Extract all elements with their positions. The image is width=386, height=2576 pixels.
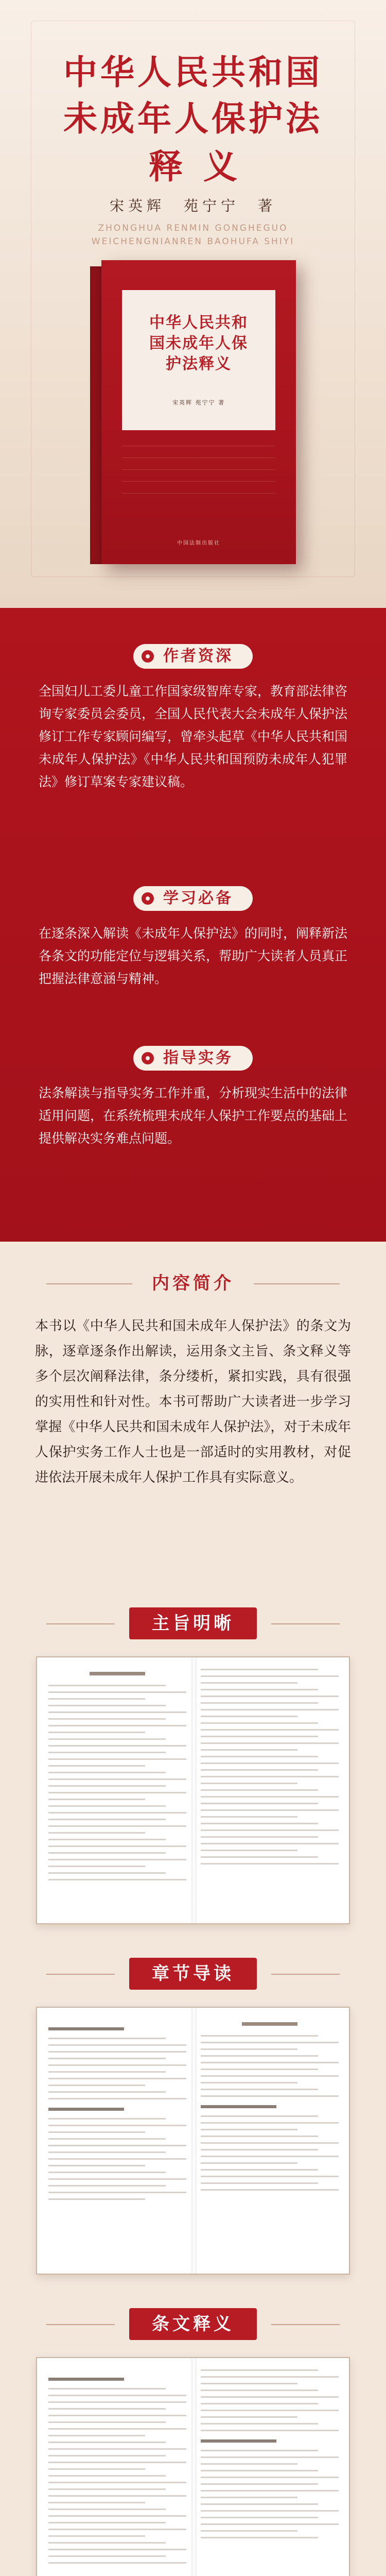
book-cover-image [90,260,296,569]
bullet-icon [142,1052,154,1064]
feature-label: 指导实务 [133,1046,253,1071]
feature-band [0,608,386,1242]
section-title: 主旨明晰 [129,1607,257,1639]
article-section [0,2308,386,2340]
bullet-icon [142,892,154,905]
feature-practice [0,1046,386,1150]
cover-label-panel [122,290,275,430]
section-header [0,1958,386,1990]
cover-pattern [122,446,275,518]
toc-preview-image [36,1656,350,1924]
feature-author [0,644,386,793]
section-header [0,1267,386,1299]
title-pinyin [0,222,386,248]
section-header [0,1607,386,1639]
title-line-3: 释义 [149,146,258,187]
section-title: 内容简介 [152,1273,234,1294]
intro-section [0,1267,386,1299]
section-header [0,2308,386,2340]
section-title: 条文释义 [129,2308,257,2340]
feature-text: 法条解读与指导实务工作并重，分析现实生活中的法律适用问题，在系统梳理未成年人保护工作要点的基础上提供解决实务难点问题。 [39,1086,348,1146]
cover-publisher: 中国法制出版社 [177,540,220,546]
title-line-1: 中华人民共和国 [63,52,323,92]
feature-study [0,886,386,990]
feature-label: 学习必备 [133,886,253,911]
pinyin-line-2: WEICHENGNIANREN BAOHUFA SHIYI [91,236,295,247]
chapter-preview-image [36,2007,350,2275]
title-line-2: 未成年人保护法 [63,98,323,139]
cover-author: 宋英辉 苑宁宁 著 [172,399,225,406]
feature-text: 全国妇儿工委儿童工作国家级智库专家，教育部法律咨询专家委员会委员，全国人民代表大会未成年人保护法修订工作专家顾问编写，曾牵头起草《中华人民共和国未成年人保护法》《中华人民共和国预防未成年人犯罪法》修订草案专家建议稿。 [39,684,348,789]
chapter-guide-section [0,1958,386,1990]
pinyin-line-1: ZHONGHUA RENMIN GONGHEGUO [98,223,288,233]
toc-section [0,1607,386,1639]
cover-title: 中华人民共和国未成年人保护法释义 [149,314,248,373]
hero-banner [0,0,386,608]
feature-label: 作者资深 [133,644,253,669]
book-title [0,49,386,191]
bullet-icon [142,650,154,663]
intro-text: 本书以《中华人民共和国未成年人保护法》的条文为脉，逐章逐条作出解读，运用条文主旨、条文释义等多个层次阐释法律，条分缕析，紧扣实践，具有很强的实用性和针对性。本书可帮助广大读者进一步学习掌握《中华人民共和国未成年人保护法》，对于未成年人保护实务工作人士也是一部适时的实用教材，对促进依法开展未成年人保护工作具有实际意义。 [35,1318,351,1485]
section-title: 章节导读 [129,1958,257,1990]
feature-text: 在逐条深入解读《未成年人保护法》的同时，阐释新法各条文的功能定位与逻辑关系，帮助广大读者人员真正把握法律意涵与精神。 [39,926,348,986]
book-front-cover [101,260,296,564]
book-authors: 宋英辉 苑宁宁 著 [109,197,276,214]
article-preview-image [36,2357,350,2576]
